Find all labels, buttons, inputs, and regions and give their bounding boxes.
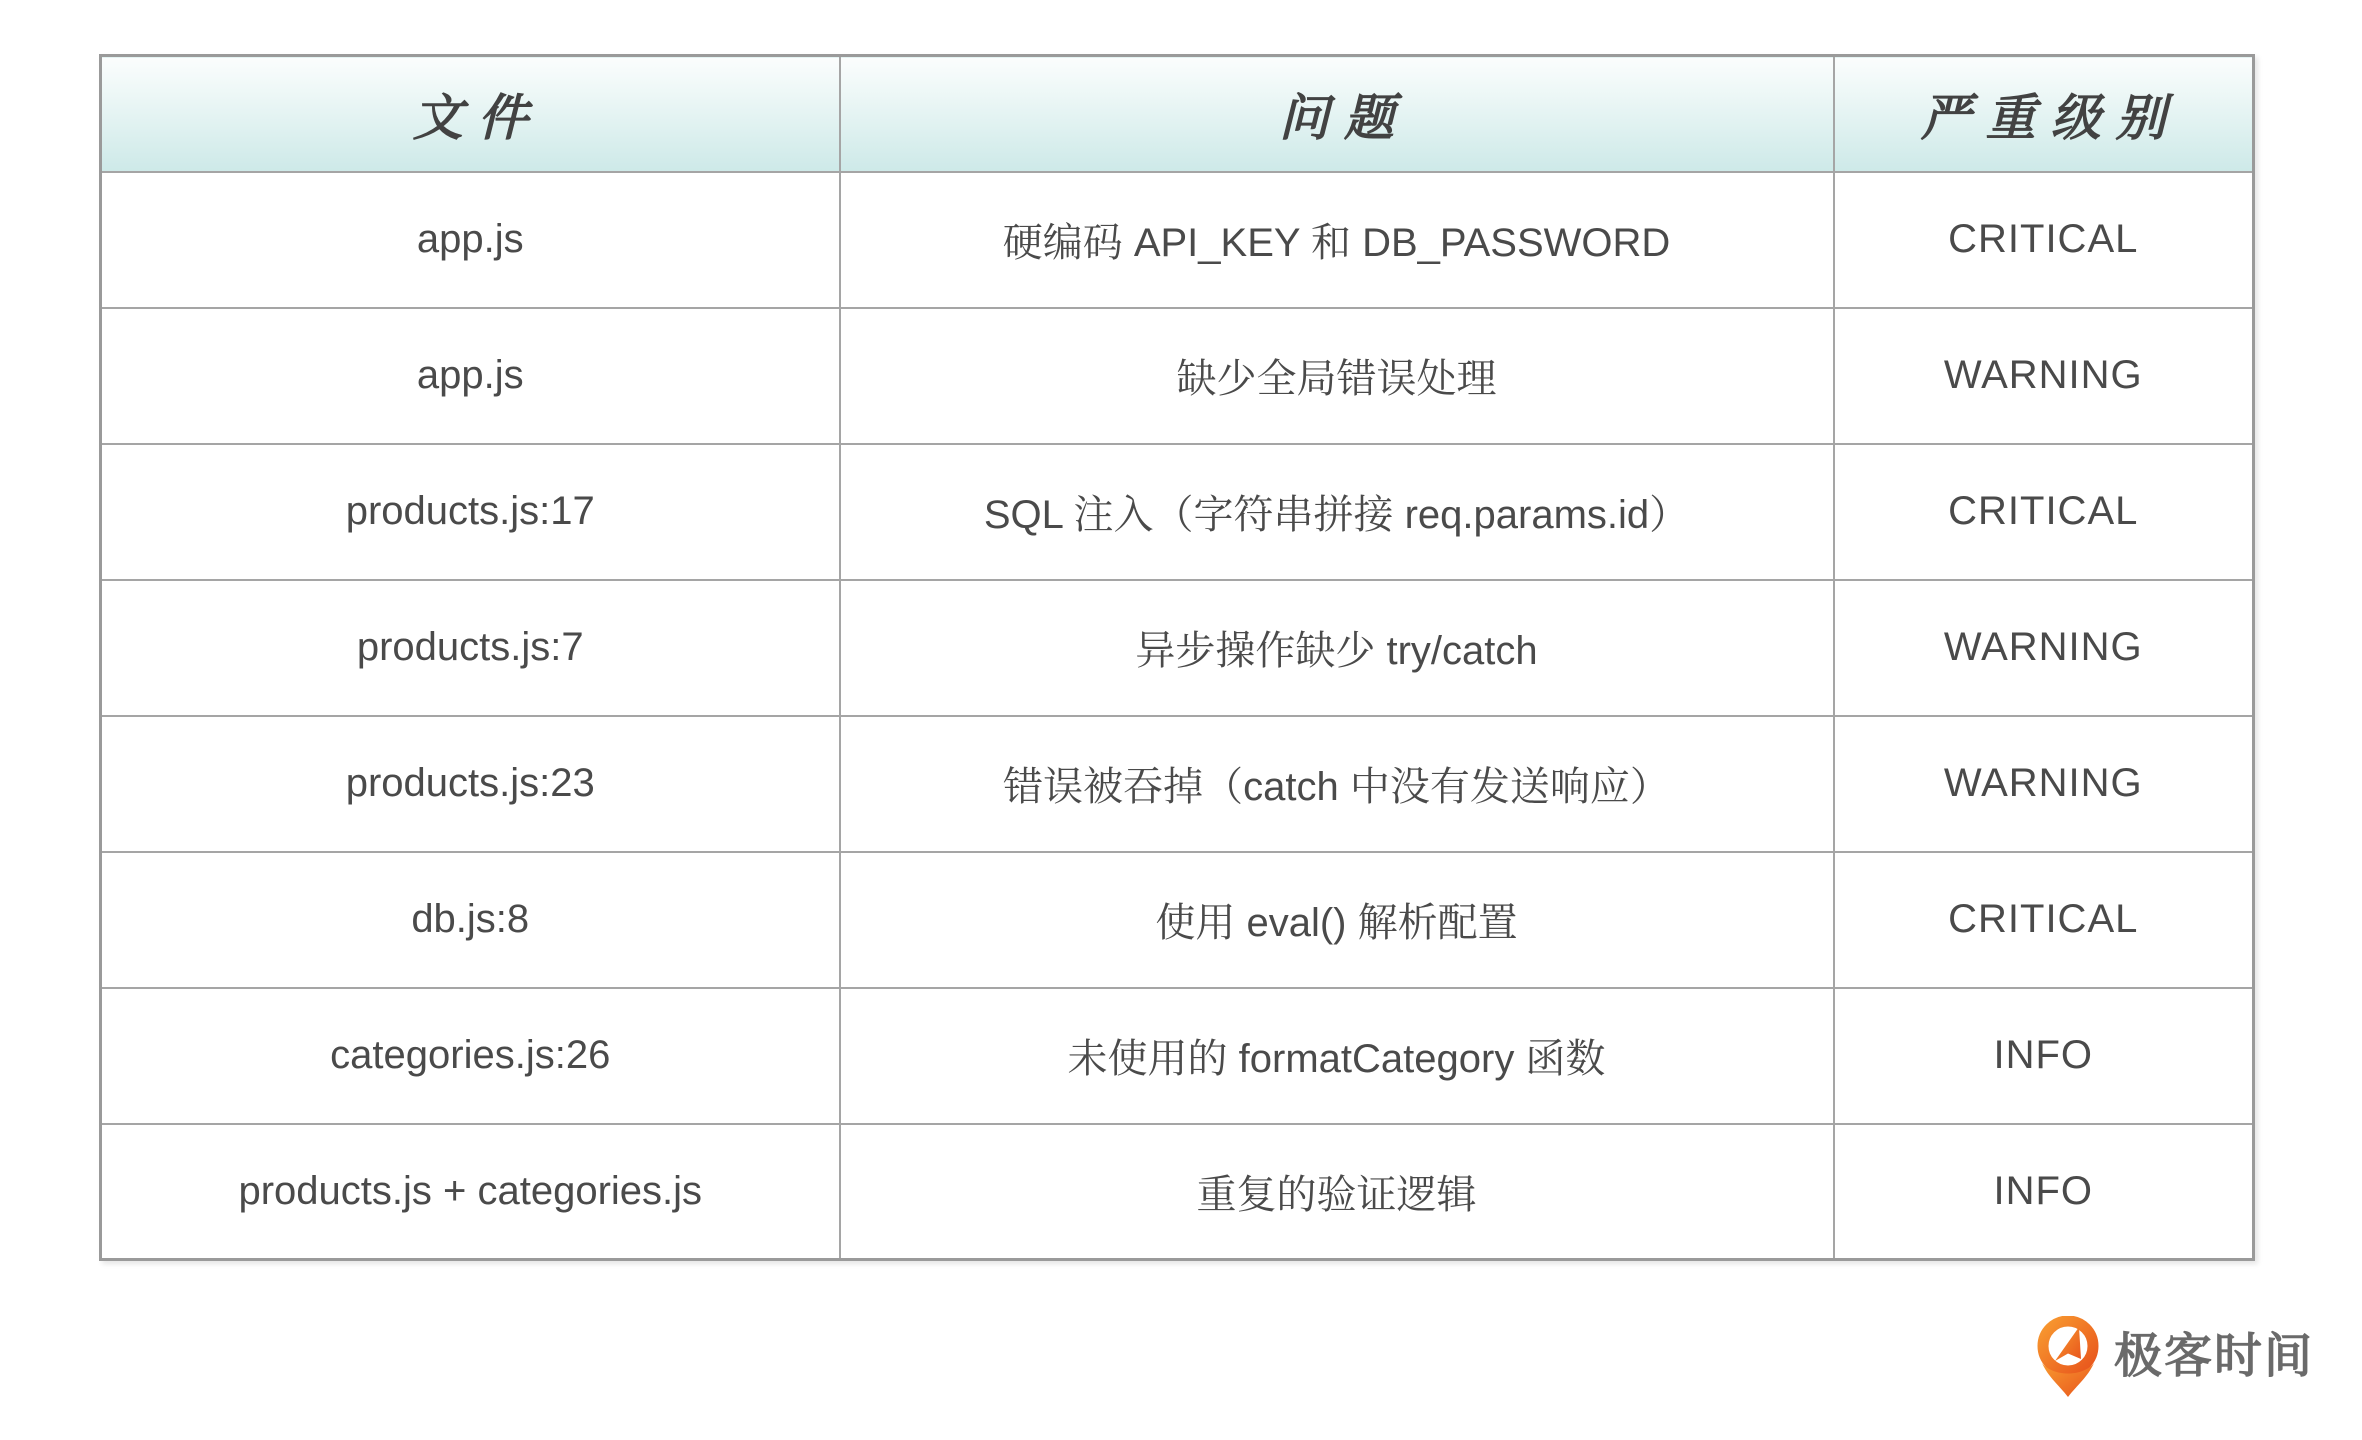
table-row	[101, 580, 2254, 716]
table-row	[101, 852, 2254, 988]
code-issues-table	[99, 54, 2255, 1261]
file-cell: products.js:23	[101, 716, 840, 852]
table-row	[101, 172, 2254, 308]
table-row	[101, 308, 2254, 444]
column-header-file: 文件	[101, 56, 840, 172]
file-cell: categories.js:26	[101, 988, 840, 1124]
severity-cell: CRITICAL	[1834, 852, 2254, 988]
file-cell: products.js:7	[101, 580, 840, 716]
column-header-severity: 严重级别	[1834, 56, 2254, 172]
severity-cell: WARNING	[1834, 716, 2254, 852]
file-cell: products.js + categories.js	[101, 1124, 840, 1260]
severity-cell: INFO	[1834, 988, 2254, 1124]
table-row	[101, 716, 2254, 852]
severity-cell: CRITICAL	[1834, 172, 2254, 308]
issue-cell: 重复的验证逻辑	[840, 1124, 1834, 1260]
file-cell: db.js:8	[101, 852, 840, 988]
table-header-row	[101, 56, 2254, 172]
severity-cell: WARNING	[1834, 580, 2254, 716]
geektime-logo	[2036, 1316, 2314, 1398]
issue-cell: 异步操作缺少 try/catch	[840, 580, 1834, 716]
table-header	[101, 56, 2254, 172]
issue-cell: SQL 注入（字符串拼接 req.params.id）	[840, 444, 1834, 580]
column-header-issue: 问题	[840, 56, 1834, 172]
file-cell: app.js	[101, 172, 840, 308]
issue-cell: 错误被吞掉（catch 中没有发送响应）	[840, 716, 1834, 852]
file-cell: app.js	[101, 308, 840, 444]
file-cell: products.js:17	[101, 444, 840, 580]
table-row	[101, 988, 2254, 1124]
table-row	[101, 444, 2254, 580]
geektime-logo-icon	[2036, 1316, 2100, 1398]
severity-cell: INFO	[1834, 1124, 2254, 1260]
severity-cell: CRITICAL	[1834, 444, 2254, 580]
issue-cell: 缺少全局错误处理	[840, 308, 1834, 444]
issue-cell: 使用 eval() 解析配置	[840, 852, 1834, 988]
table-body	[101, 172, 2254, 1260]
severity-cell: WARNING	[1834, 308, 2254, 444]
table-row	[101, 1124, 2254, 1260]
geektime-logo-text: 极客时间	[2114, 1330, 2315, 1383]
issue-cell: 未使用的 formatCategory 函数	[840, 988, 1834, 1124]
issue-cell: 硬编码 API_KEY 和 DB_PASSWORD	[840, 172, 1834, 308]
